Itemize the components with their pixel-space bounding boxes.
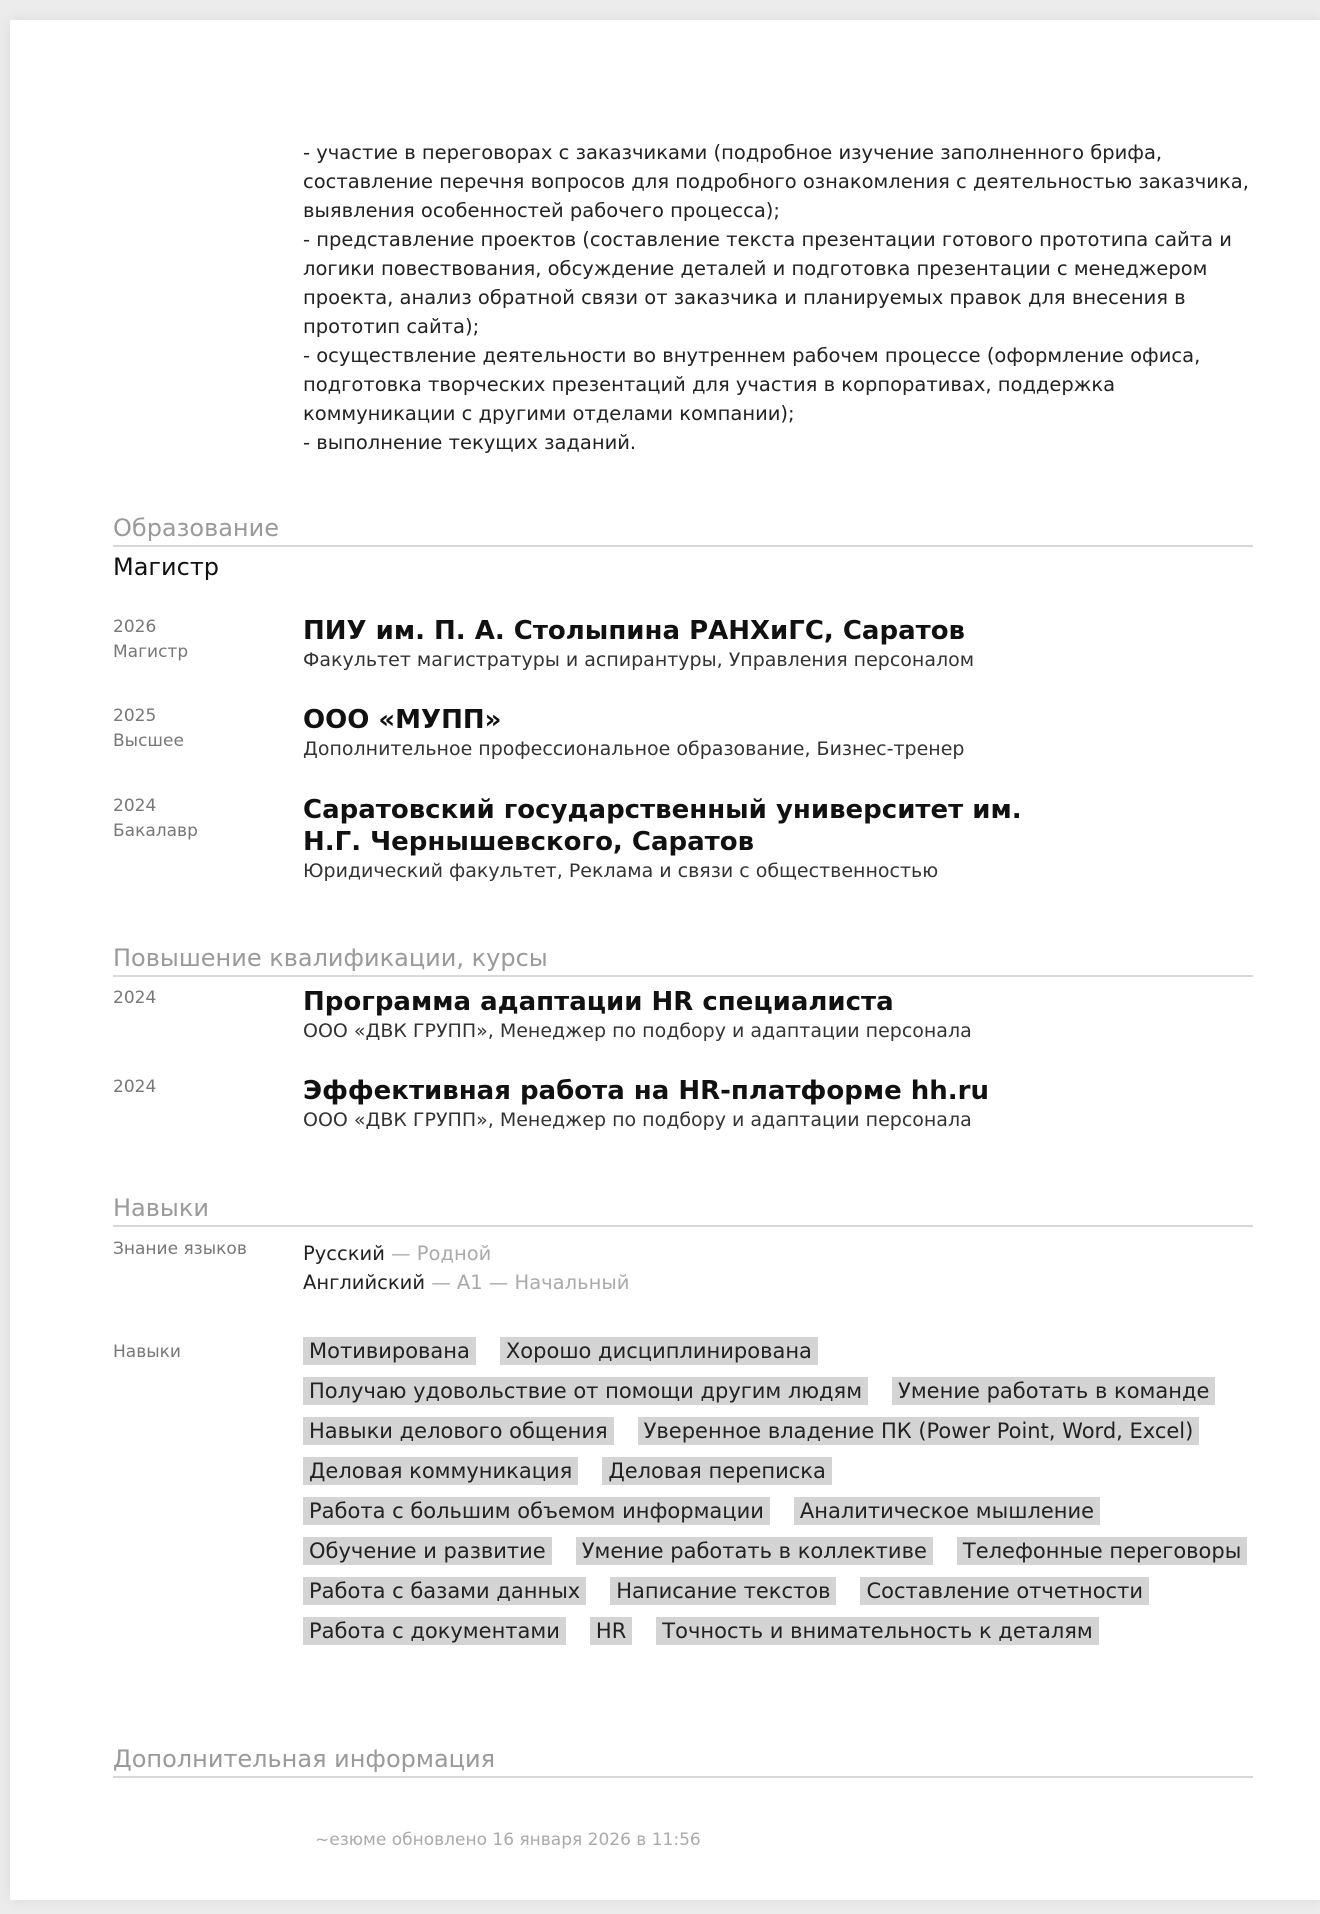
- course-details: ООО «ДВК ГРУПП», Менеджер по подбору и адаптации персонала: [303, 1020, 972, 1042]
- courses-section-title: Повышение квалификации, курсы: [113, 943, 1253, 977]
- skill-tag: Получаю удовольствие от помощи другим людям: [303, 1377, 868, 1405]
- duty-item: - представление проектов (составление текста презентации готового прототипа сайта и логики повествования, обсуждение деталей и подготовка презентации с менеджером проекта, анализ обратной связи от заказчика и планируемых правок для внесения в прототип сайта);: [303, 228, 1239, 338]
- resume-page: [10, 20, 1320, 1900]
- education-details: Дополнительное профессиональное образование, Бизнес-тренер: [303, 738, 965, 760]
- skill-tag: Обучение и развитие: [303, 1537, 552, 1565]
- skill-tag: Мотивирована: [303, 1337, 476, 1365]
- language-name: Русский: [303, 1242, 385, 1265]
- course-year: 2024: [113, 988, 157, 1008]
- language-level: — A1 — Начальный: [431, 1271, 630, 1294]
- course-body: [303, 1075, 1263, 1133]
- education-body: [303, 794, 1263, 884]
- education-details: Факультет магистратуры и аспирантуры, Управления персоналом: [303, 649, 975, 671]
- languages-list: [303, 1239, 629, 1297]
- skill-tag: Навыки делового общения: [303, 1417, 614, 1445]
- skill-tag: Деловая коммуникация: [303, 1457, 578, 1485]
- course-meta: [113, 1075, 283, 1100]
- skills-label: Навыки: [113, 1342, 181, 1362]
- skill-tag: Умение работать в команде: [892, 1377, 1215, 1405]
- skill-tag: Аналитическое мышление: [794, 1497, 1100, 1525]
- education-year: 2025: [113, 706, 157, 726]
- updated-timestamp: ~езюме обновлено 16 января 2026 в 11:56: [315, 1830, 701, 1850]
- skill-tag: Уверенное владение ПК (Power Point, Word, Excel): [638, 1417, 1200, 1445]
- skill-tag: HR: [590, 1617, 632, 1645]
- language-item: [303, 1239, 629, 1268]
- education-details: Юридический факультет, Реклама и связи с общественностью: [303, 860, 939, 882]
- language-item: [303, 1268, 629, 1297]
- skill-tag: Работа с большим объемом информации: [303, 1497, 770, 1525]
- education-degree: Бакалавр: [113, 821, 198, 841]
- skill-tag: Точность и внимательность к деталям: [656, 1617, 1098, 1645]
- skill-tag: Хорошо дисциплинирована: [500, 1337, 818, 1365]
- skills-section-title: Навыки: [113, 1193, 1253, 1227]
- duty-item: - участие в переговорах с заказчиками (подробное изучение заполненного брифа, составление перечня вопросов для подробного ознакомления с деятельностью заказчика, выявления особенностей рабочего процесса);: [303, 141, 1256, 222]
- course-body: [303, 986, 1263, 1044]
- language-level: — Родной: [391, 1242, 492, 1265]
- language-name: Английский: [303, 1271, 425, 1294]
- course-name: Программа адаптации HR специалиста: [303, 987, 894, 1017]
- skill-tag: Работа с базами данных: [303, 1577, 586, 1605]
- languages-label: Знание языков: [113, 1239, 247, 1259]
- course-details: ООО «ДВК ГРУПП», Менеджер по подбору и адаптации персонала: [303, 1109, 972, 1131]
- education-meta: [113, 615, 283, 665]
- course-year: 2024: [113, 1077, 157, 1097]
- education-body: [303, 704, 1263, 762]
- skill-tag: Деловая переписка: [602, 1457, 832, 1485]
- education-meta: [113, 794, 283, 844]
- skill-tag: Составление отчетности: [860, 1577, 1149, 1605]
- education-meta: [113, 704, 283, 754]
- education-level: Магистр: [113, 553, 220, 581]
- course-name: Эффективная работа на HR-платформе hh.ru: [303, 1076, 989, 1106]
- duty-item: - выполнение текущих заданий.: [303, 431, 637, 454]
- duty-item: - осуществление деятельности во внутреннем рабочем процессе (оформление офиса, подготовка творческих презентаций для участия в корпоративах, поддержка коммуникации с другими отделами компании);: [303, 344, 1207, 425]
- education-section-title: Образование: [113, 513, 1253, 547]
- education-degree: Магистр: [113, 642, 189, 662]
- education-degree: Высшее: [113, 731, 184, 751]
- education-body: [303, 615, 1263, 673]
- skill-tags: [303, 1337, 1263, 1645]
- course-meta: [113, 986, 283, 1011]
- skill-tag: Написание текстов: [610, 1577, 836, 1605]
- education-year: 2026: [113, 617, 157, 637]
- education-institution: ООО «МУПП»: [303, 705, 502, 735]
- skill-tag: Телефонные переговоры: [957, 1537, 1247, 1565]
- education-institution: Саратовский государственный университет им. Н.Г. Чернышевского, Саратов: [303, 795, 1022, 857]
- education-institution: ПИУ им. П. А. Столыпина РАНХиГС, Саратов: [303, 616, 966, 646]
- job-duties: [303, 138, 1263, 457]
- skill-tag: Работа с документами: [303, 1617, 566, 1645]
- skill-tag: Умение работать в коллективе: [576, 1537, 933, 1565]
- education-year: 2024: [113, 796, 157, 816]
- additional-section-title: Дополнительная информация: [113, 1744, 1253, 1778]
